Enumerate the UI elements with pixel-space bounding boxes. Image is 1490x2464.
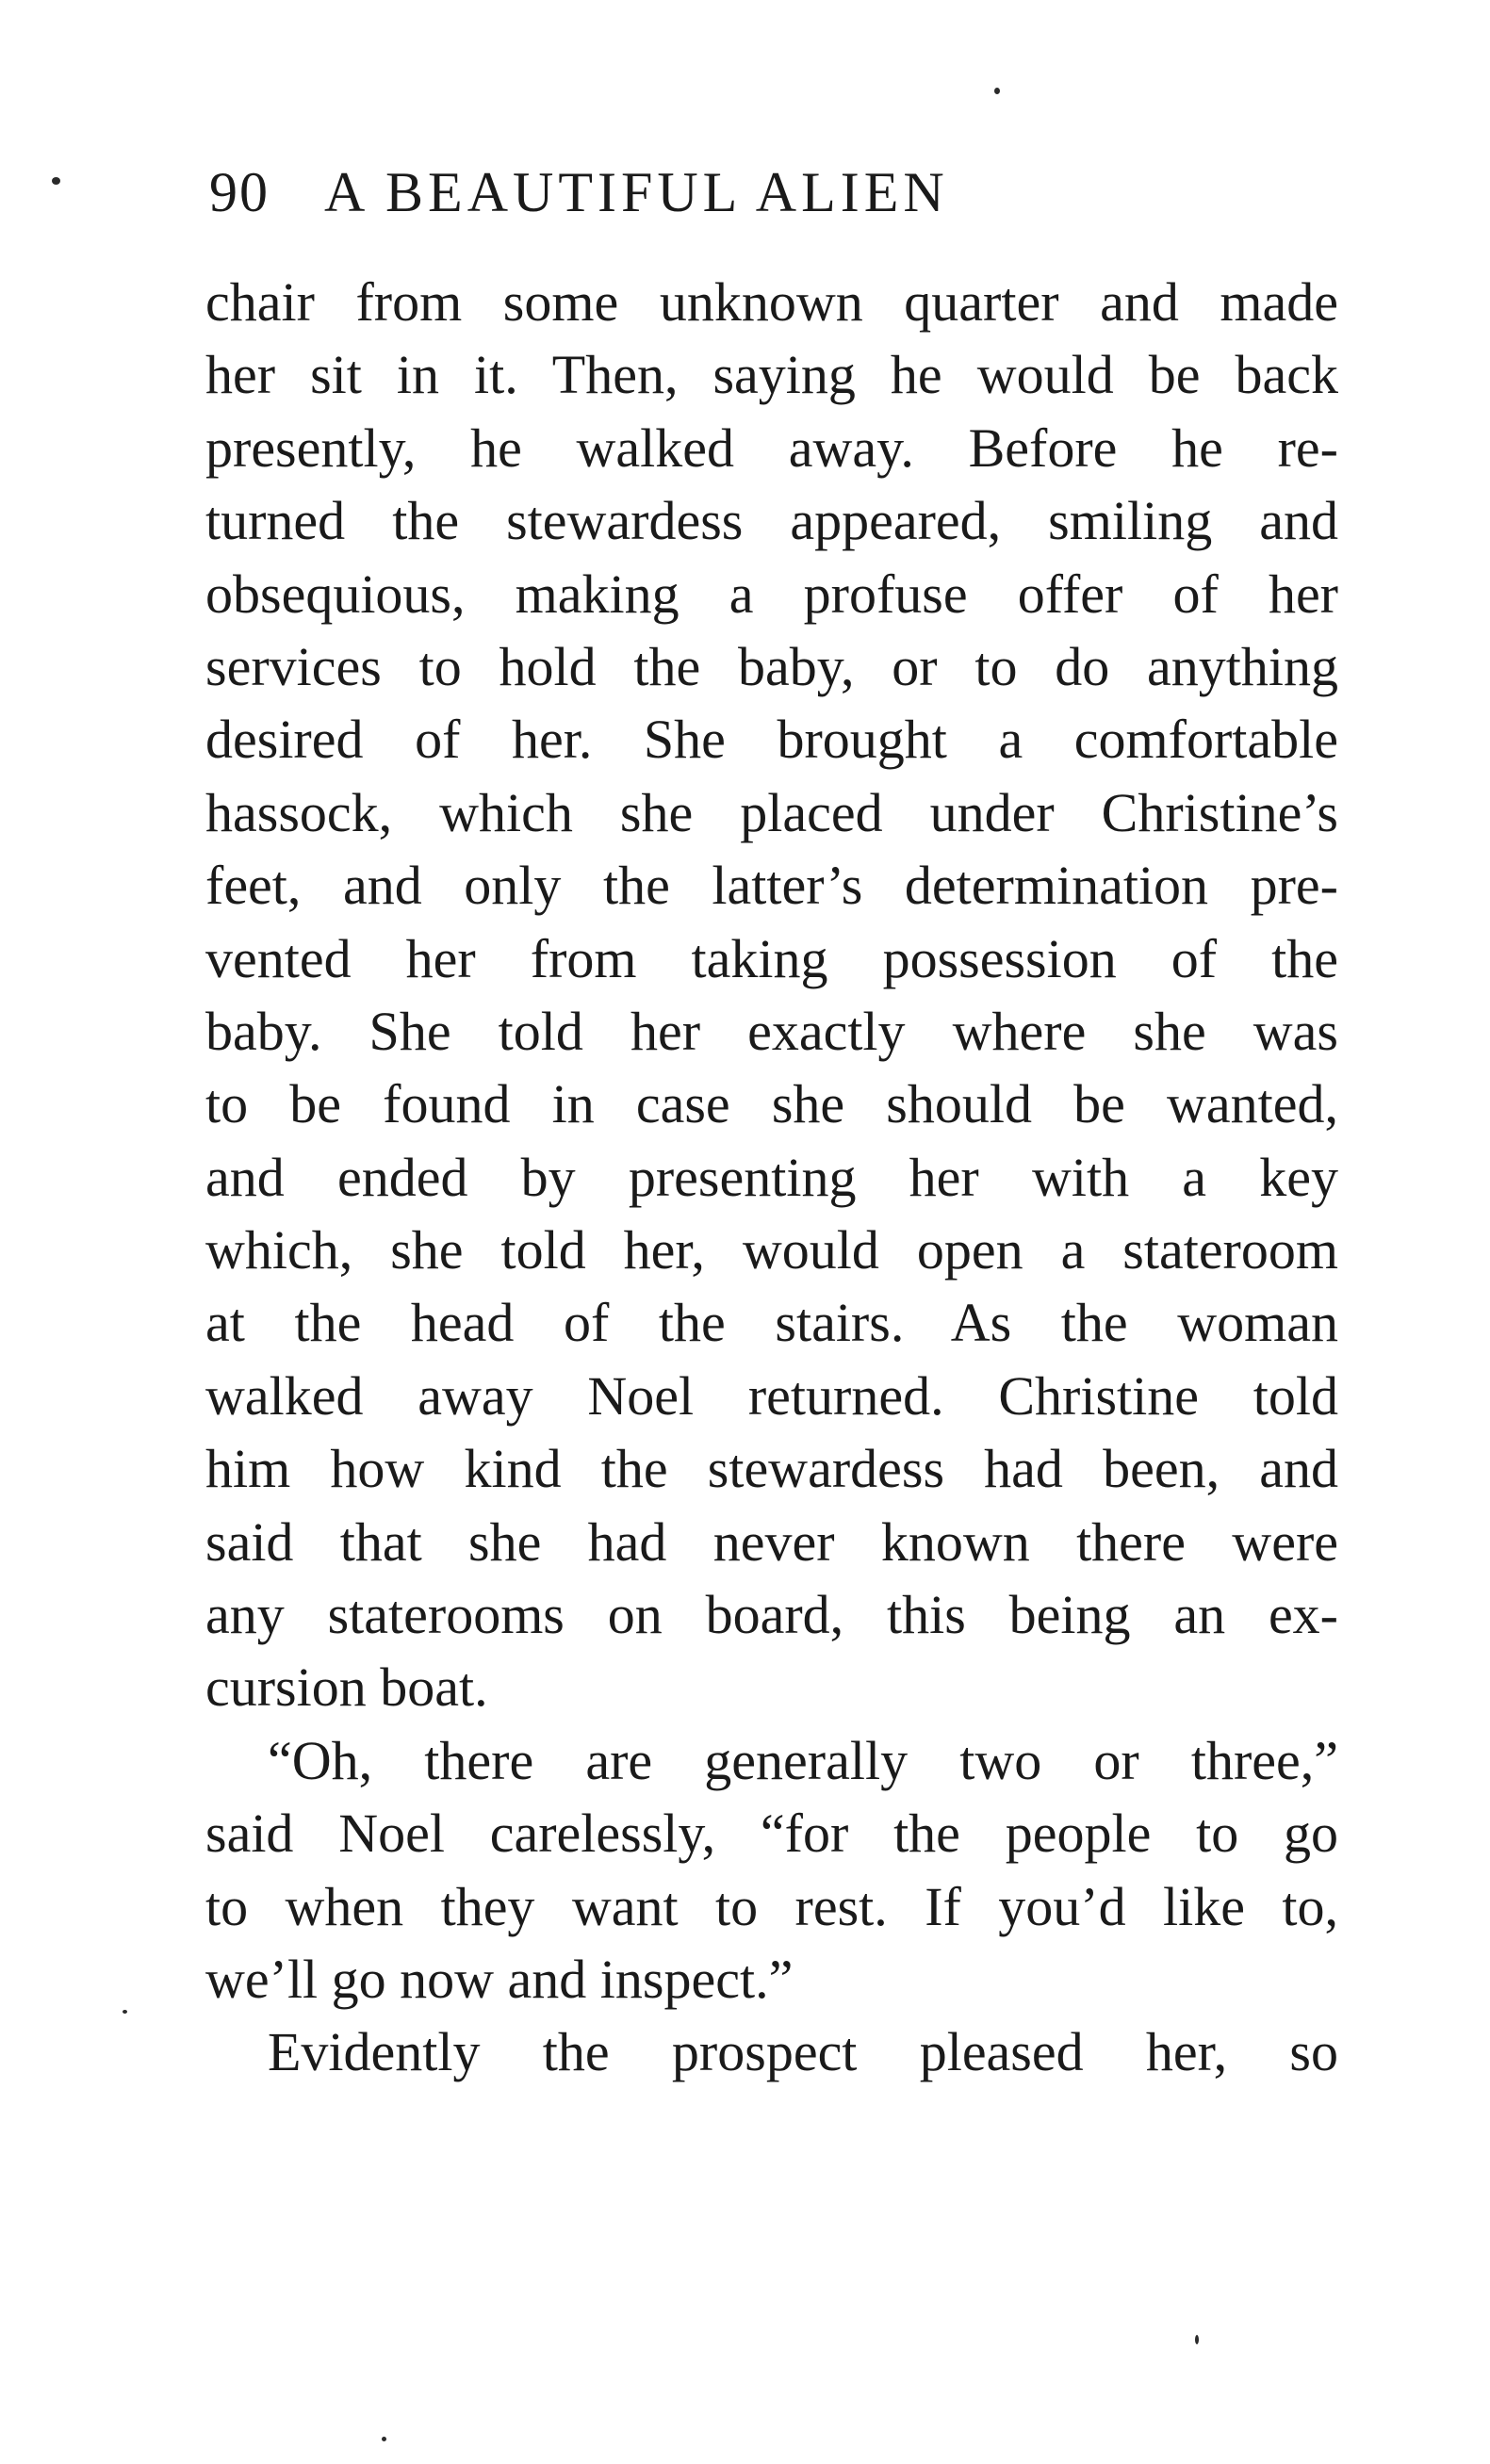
text-line: turned the stewardess appeared, smiling and bbox=[205, 490, 1338, 552]
text-line: and ended by presenting her with a key bbox=[205, 1146, 1338, 1208]
text-line: to when they want to rest. If you’d like to, bbox=[205, 1875, 1338, 1937]
running-head: A BEAUTIFUL ALIEN bbox=[324, 161, 949, 223]
text-line: Evidently the prospect pleased her, so bbox=[268, 2021, 1338, 2083]
text-line: her sit in it. Then, saying he would be back bbox=[205, 344, 1338, 406]
text-line: any staterooms on board, this being an ex- bbox=[205, 1584, 1338, 1646]
text-line: feet, and only the latter’s determination pre- bbox=[205, 855, 1338, 917]
scan-speck bbox=[123, 2010, 127, 2014]
scan-speck bbox=[382, 2437, 386, 2441]
text-line: we’ll go now and inspect.” bbox=[205, 1948, 794, 2010]
text-line: walked away Noel returned. Christine told bbox=[205, 1364, 1338, 1427]
page-number: 90 bbox=[209, 161, 270, 223]
text-line: which, she told her, would open a stateroom bbox=[205, 1219, 1338, 1281]
text-line: services to hold the baby, or to do anything bbox=[205, 635, 1338, 697]
text-line: said that she had never known there were bbox=[205, 1510, 1338, 1573]
text-line: baby. She told her exactly where she was bbox=[205, 1000, 1338, 1062]
body-text bbox=[205, 266, 1338, 2089]
text-line: vented her from taking possession of the bbox=[205, 927, 1338, 989]
text-line: him how kind the stewardess had been, and bbox=[205, 1438, 1338, 1500]
scan-speck bbox=[52, 177, 60, 185]
text-line: said Noel carelessly, “for the people to go bbox=[205, 1803, 1338, 1865]
page-header bbox=[209, 160, 1340, 236]
text-line: hassock, which she placed under Christine’s bbox=[205, 781, 1338, 843]
text-line: cursion boat. bbox=[205, 1656, 488, 1719]
text-line: presently, he walked away. Before he re- bbox=[205, 416, 1338, 479]
text-line: obsequious, making a profuse offer of her bbox=[205, 563, 1338, 625]
scan-speck bbox=[1195, 2335, 1199, 2344]
text-line: at the head of the stairs. As the woman bbox=[205, 1292, 1338, 1354]
text-line: chair from some unknown quarter and made bbox=[205, 271, 1338, 333]
text-line: “Oh, there are generally two or three,” bbox=[268, 1729, 1338, 1791]
text-line: to be found in case she should be wanted, bbox=[205, 1073, 1338, 1135]
text-line: desired of her. She brought a comfortable bbox=[205, 709, 1338, 771]
scan-speck bbox=[994, 88, 1000, 94]
